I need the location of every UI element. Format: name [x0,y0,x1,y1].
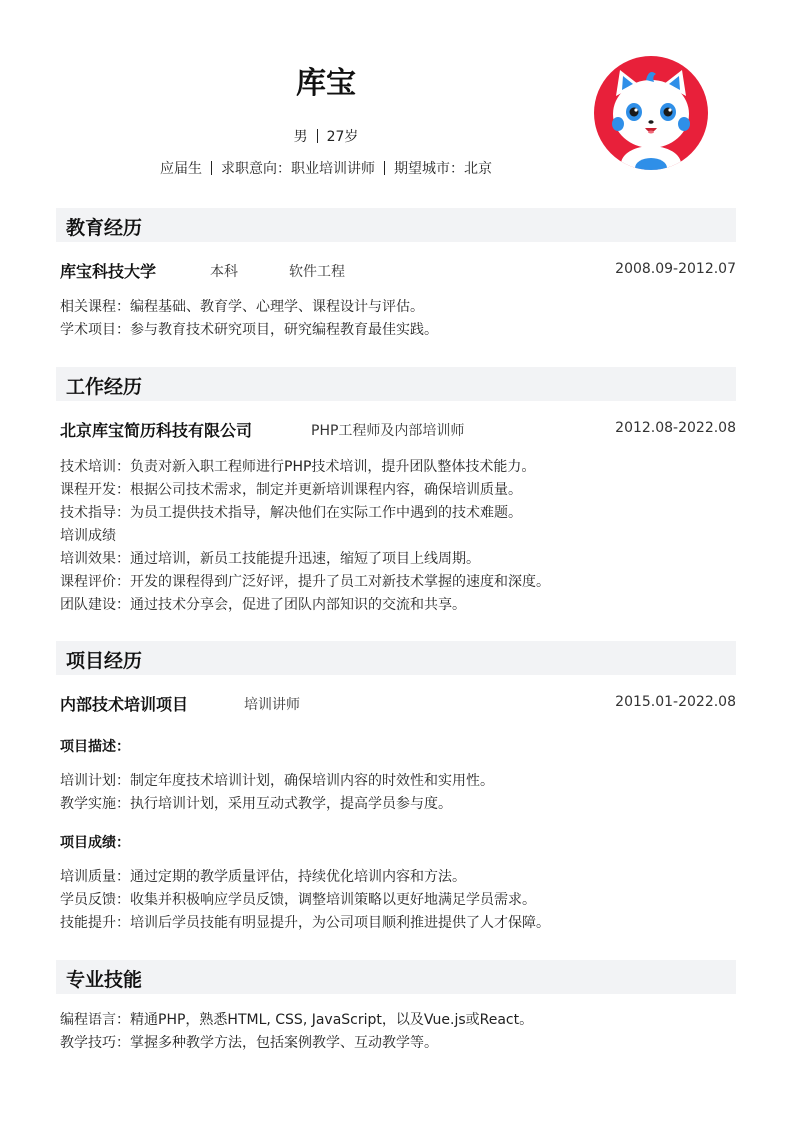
work-detail: 团队建设：通过技术分享会，促进了团队内部知识的交流和共享。 [60,597,466,613]
section-project [56,641,736,675]
education-detail: 学术项目：参与教育技术研究项目，研究编程教育最佳实践。 [60,322,438,338]
education-entry-header [60,259,736,283]
degree: 本科 [210,264,238,280]
education-date: 2008.09-2012.07 [615,261,736,277]
education-detail: 相关课程：编程基础、教育学、心理学、课程设计与评估。 [60,299,424,315]
work-detail: 课程评价：开发的课程得到广泛好评，提升了员工对新技术掌握的速度和深度。 [60,574,550,590]
project-detail: 培训计划：制定年度技术培训计划，确保培训内容的时效性和实用性。 [60,773,494,789]
project-date: 2015.01-2022.08 [615,694,736,710]
section-title: 专业技能 [66,969,143,991]
work-detail: 技术指导：为员工提供技术指导，解决他们在实际工作中遇到的技术难题。 [60,505,522,521]
job-info [0,158,652,178]
project-result: 培训质量：通过定期的教学质量评估，持续优化培训内容和方法。 [60,869,466,885]
project-result: 学员反馈：收集并积极响应学员反馈，调整培训策略以更好地满足学员需求。 [60,892,536,908]
project-description-heading: 项目描述： [60,739,130,755]
work-detail: 培训成绩 [60,528,116,544]
work-date: 2012.08-2022.08 [615,420,736,436]
divider [317,129,318,143]
project-result: 技能提升：培训后学员技能有明显提升，为公司项目顺利推进提供了人才保障。 [60,915,550,931]
work-detail: 课程开发：根据公司技术需求，制定并更新培训课程内容，确保培训质量。 [60,482,522,498]
project-entry-header [60,692,736,716]
candidate-name: 库宝 [296,66,356,101]
section-education [56,208,736,242]
divider [384,161,385,175]
status: 应届生 [160,161,202,177]
project-detail: 教学实施：执行培训计划，采用互动式教学，提高学员参与度。 [60,796,452,812]
job-role: PHP工程师及内部培训师 [311,423,465,439]
project-role: 培训讲师 [244,697,300,713]
section-work [56,367,736,401]
age: 27岁 [326,129,359,145]
resume-header [0,0,792,200]
work-entry-header [60,418,736,442]
divider [211,161,212,175]
basic-info [0,126,652,146]
avatar [594,56,708,170]
section-title: 教育经历 [66,217,143,239]
major: 软件工程 [289,264,345,280]
project-name: 内部技术培训项目 [60,695,189,714]
work-detail: 技术培训：负责对新入职工程师进行PHP技术培训，提升团队整体技术能力。 [60,459,536,475]
section-title: 工作经历 [66,376,143,398]
project-results-heading: 项目成绩： [60,835,130,851]
section-title: 项目经历 [66,650,143,672]
skill-detail: 教学技巧：掌握多种教学方法，包括案例教学、互动教学等。 [60,1035,438,1051]
company-name: 北京库宝简历科技有限公司 [60,421,253,440]
expected-city: 期望城市：北京 [394,161,492,177]
work-detail: 培训效果：通过培训，新员工技能提升迅速，缩短了项目上线周期。 [60,551,480,567]
school-name: 库宝科技大学 [60,262,157,281]
gender: 男 [293,129,308,145]
job-intent: 求职意向：职业培训讲师 [221,161,375,177]
mascot-cat-avatar-icon [594,56,708,170]
section-skills [56,960,736,994]
skill-detail: 编程语言：精通PHP，熟悉HTML, CSS, JavaScript，以及Vue.js或React。 [60,1012,534,1028]
